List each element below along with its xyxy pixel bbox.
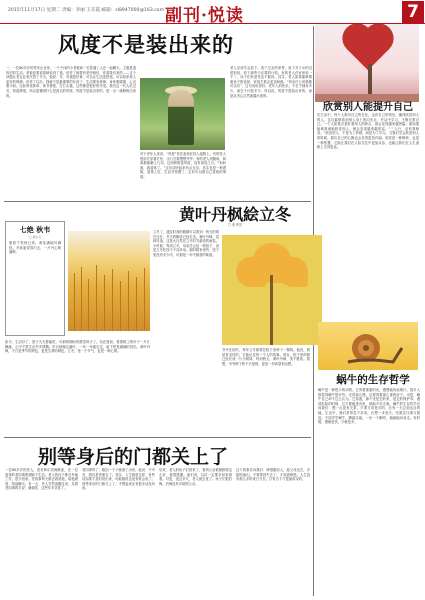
poem-body: 夏热不觉秋已到，黄花满地叶满枝。冬寒遥望春归去，一片丹心映落晖。 xyxy=(9,241,61,255)
section-title: 副刊·悦读 xyxy=(165,6,244,26)
article1-body-col2: 对于老年人来说，“风度”首先表现在待人接物上。有的老人很讲究穿着打扮，出门总要整整齐齐；有的老人则随和，和谁都能聊上几句。这两种都是风度，没有高低之分。“别问我，我退休了。”这句话听起来有点无奈，其实也是一种洒脱。退休之后，生活节奏慢了，正好可以做自己喜欢的事情。 xyxy=(140,152,226,179)
article1-body-col3: 老人应该学会放下。放下过去的荣誉，放下对子女的过度担忧，放下那些不必要的计较。有的老人在家里说一不二，孩子们有意见也不敢说。其实，老人如果能够尊重孩子的选择，家庭关系会更加和睦。“快乐什么时候都可以有”，这句话说得好。老年人的快乐，不在于拥有多少，而在于计较多少。所以说，风度不是装出来的，而是从内心自然流露出来的。 xyxy=(230,66,312,98)
poem-title: 七绝 秋韦 xyxy=(19,225,51,234)
snail-icon xyxy=(318,322,418,370)
article5-body-col3: 后来，老人的孩子们回来了，看到父亲被照顾得这么好，都很感激。他们说，以后一定要多回家看看。可是，没过多久，老人就去世了。孩子们很后悔，后悔没有多陪陪父亲。 xyxy=(159,468,232,486)
heart-tree-photo xyxy=(315,24,419,102)
snail-photo xyxy=(318,322,418,370)
article2-title: 欣赏别人能提升自己 xyxy=(323,102,413,113)
article5-body-col1: 一位80多岁的老人，患有阿尔茨海默症，在一位退休的老同事的照顾下生活。老人的孩子都在外地工作，很少回家。老同事每天都去看望他，给他做饭、陪他聊天。有一天，老人突然清醒过来，拉着老同事的手说：谢谢你，这些年辛苦你了。 xyxy=(5,468,78,491)
article3-author: □ 张秀芳 xyxy=(227,223,243,227)
article5-body-col4: 这个故事告诉我们：珍惜眼前人，趁父母还在，多陪陪他们。不要等到失去了，才知道珍惜。人生没有那么多的来日方长，只有当下才是最真实的。 xyxy=(236,468,310,482)
article5-title: 别等身后的门都关上了 xyxy=(38,446,229,468)
article5-body-col2: 老同事听了，眼泪一下子就流了出来。他说：不辛苦，我们是老朋友了。其实，人生就是这样，有些话如果不及时说出来，可能就再也没有机会说了。别等身后的门都关上了，才想起来还有很多话没有说。 xyxy=(82,468,155,491)
wheat-field-photo xyxy=(68,231,150,331)
article4-title: 蜗牛的生存哲学 xyxy=(336,374,410,386)
poem-author: □ 刘少义 xyxy=(28,235,42,239)
article1-photo xyxy=(140,78,225,150)
article3-body-col3: 爷爷在世时，每年立冬都要在院子里种下一棵树。他说，树是有灵性的，它能记住每一个人的故事。现在，院子里的树已经长成一片小树林，每到秋天，黄叶丹枫，美不胜收。我想，爷爷种下的不只是树，更是一份希望和念想。 xyxy=(222,348,310,366)
poem-box xyxy=(5,221,65,336)
article3-body-col1: 立冬了，通过时间的眼睛可以看到：秋天的尾巴还在，冬天的脚步已经走近。黄叶丹枫，层林尽染，这是大自然在立冬时节最美的画卷。小时候，每到立冬，母亲总会包一顿饺子，说是立冬吃饺子不冻耳朵。那时候家里穷，饺子里没有多少肉，可那是一年中最香的味道。 xyxy=(153,230,219,257)
masthead xyxy=(0,0,425,24)
section-divider xyxy=(4,437,311,438)
article3-body-col2: 如今，生活好了，饺子天天都能吃，可那种期盼的感觉却少了。站在窗前，看着树上的叶子一片片飘落，心中不禁生出许多感慨。岁月就像这落叶，一年一年地走过，留下的是满满的回忆。黄叶丹枫，不只是季节的颜色，更是生命的颜色。立冬，是一个节气，也是一种心情。 xyxy=(5,340,150,354)
article1-body-col1: 一、一位80多岁的老年企业家，一个个体的小老板和一位普通工人在一起聊天。主题是退休后的生活。老板说着说着就说到了钱，说老了就要有老伴相伴，你看我们家的……这个问题让老企业家沉思了半天。他说：对，有钱是好事，可以让生活更舒适，可以给家里人更好的保障。但老了以后，钱就不是最重要的东西了。生活要有规律，身体要健康，心态要平和。比如养花种草、读书看报、打打太极，这些都是很好的享受。我们这一代人吃过苦，知道珍惜，所以更懂得什么是真正的风度。风度不是装出来的，是一点一滴修炼出来的。 xyxy=(6,66,136,98)
article2-body: 在生活中，每个人都有自己的长处，也有自己的短处。懂得欣赏别人的人，往往能够看到别人身上的闪光点，并从中学习，不断完善自己。一个人如果总是盯着别人的缺点，就会变得越来越狭隘；而如果能够真诚地欣赏别人，就会变得越来越宽容。“三人行，必有我师焉。”欣赏别人，不是为了恭维，而是为了学习。当我们学会欣赏别人的时候，我们自己的心胸也会变得更加开阔。欣赏是一种修养，也是一种智慧。它能让我们在人际交往中更加从容，也能让我们在人生道路上走得更远。 xyxy=(317,113,419,150)
article4-body: 蜗牛是一种很小的动物，它背着重重的壳，慢慢地向前爬行。很多人都觉得蜗牛很可怜，走得那么慢，还要背着那么重的房子。可是，蜗牛自己却不这么认为。它知道，那个壳是它的家，是它的保护伞。遇到危险的时候，它只要缩进壳里，就能平安无事。蜗牛的生存哲学告诉我们：慢一点没有关系，只要方向是对的，总有一天会到达目的地。生活中，我们常常急于求成，总想一步登天，结果往往事与愿违。不如学学蜗牛，脚踏实地，一步一个脚印，稳稳地向前走。有时候，慢就是快，少就是多。 xyxy=(318,388,420,425)
masthead-info: 2015年11月17日 星期二 责编：李丽 王东霞 邮箱：sl8947000@163.com xyxy=(8,8,165,13)
article3-title: 黄叶丹枫絵立冬 xyxy=(178,205,291,224)
maple-leaf-photo xyxy=(222,235,322,345)
page-number: 7 xyxy=(402,1,424,23)
article1-title: 风度不是装出来的 xyxy=(58,32,234,57)
